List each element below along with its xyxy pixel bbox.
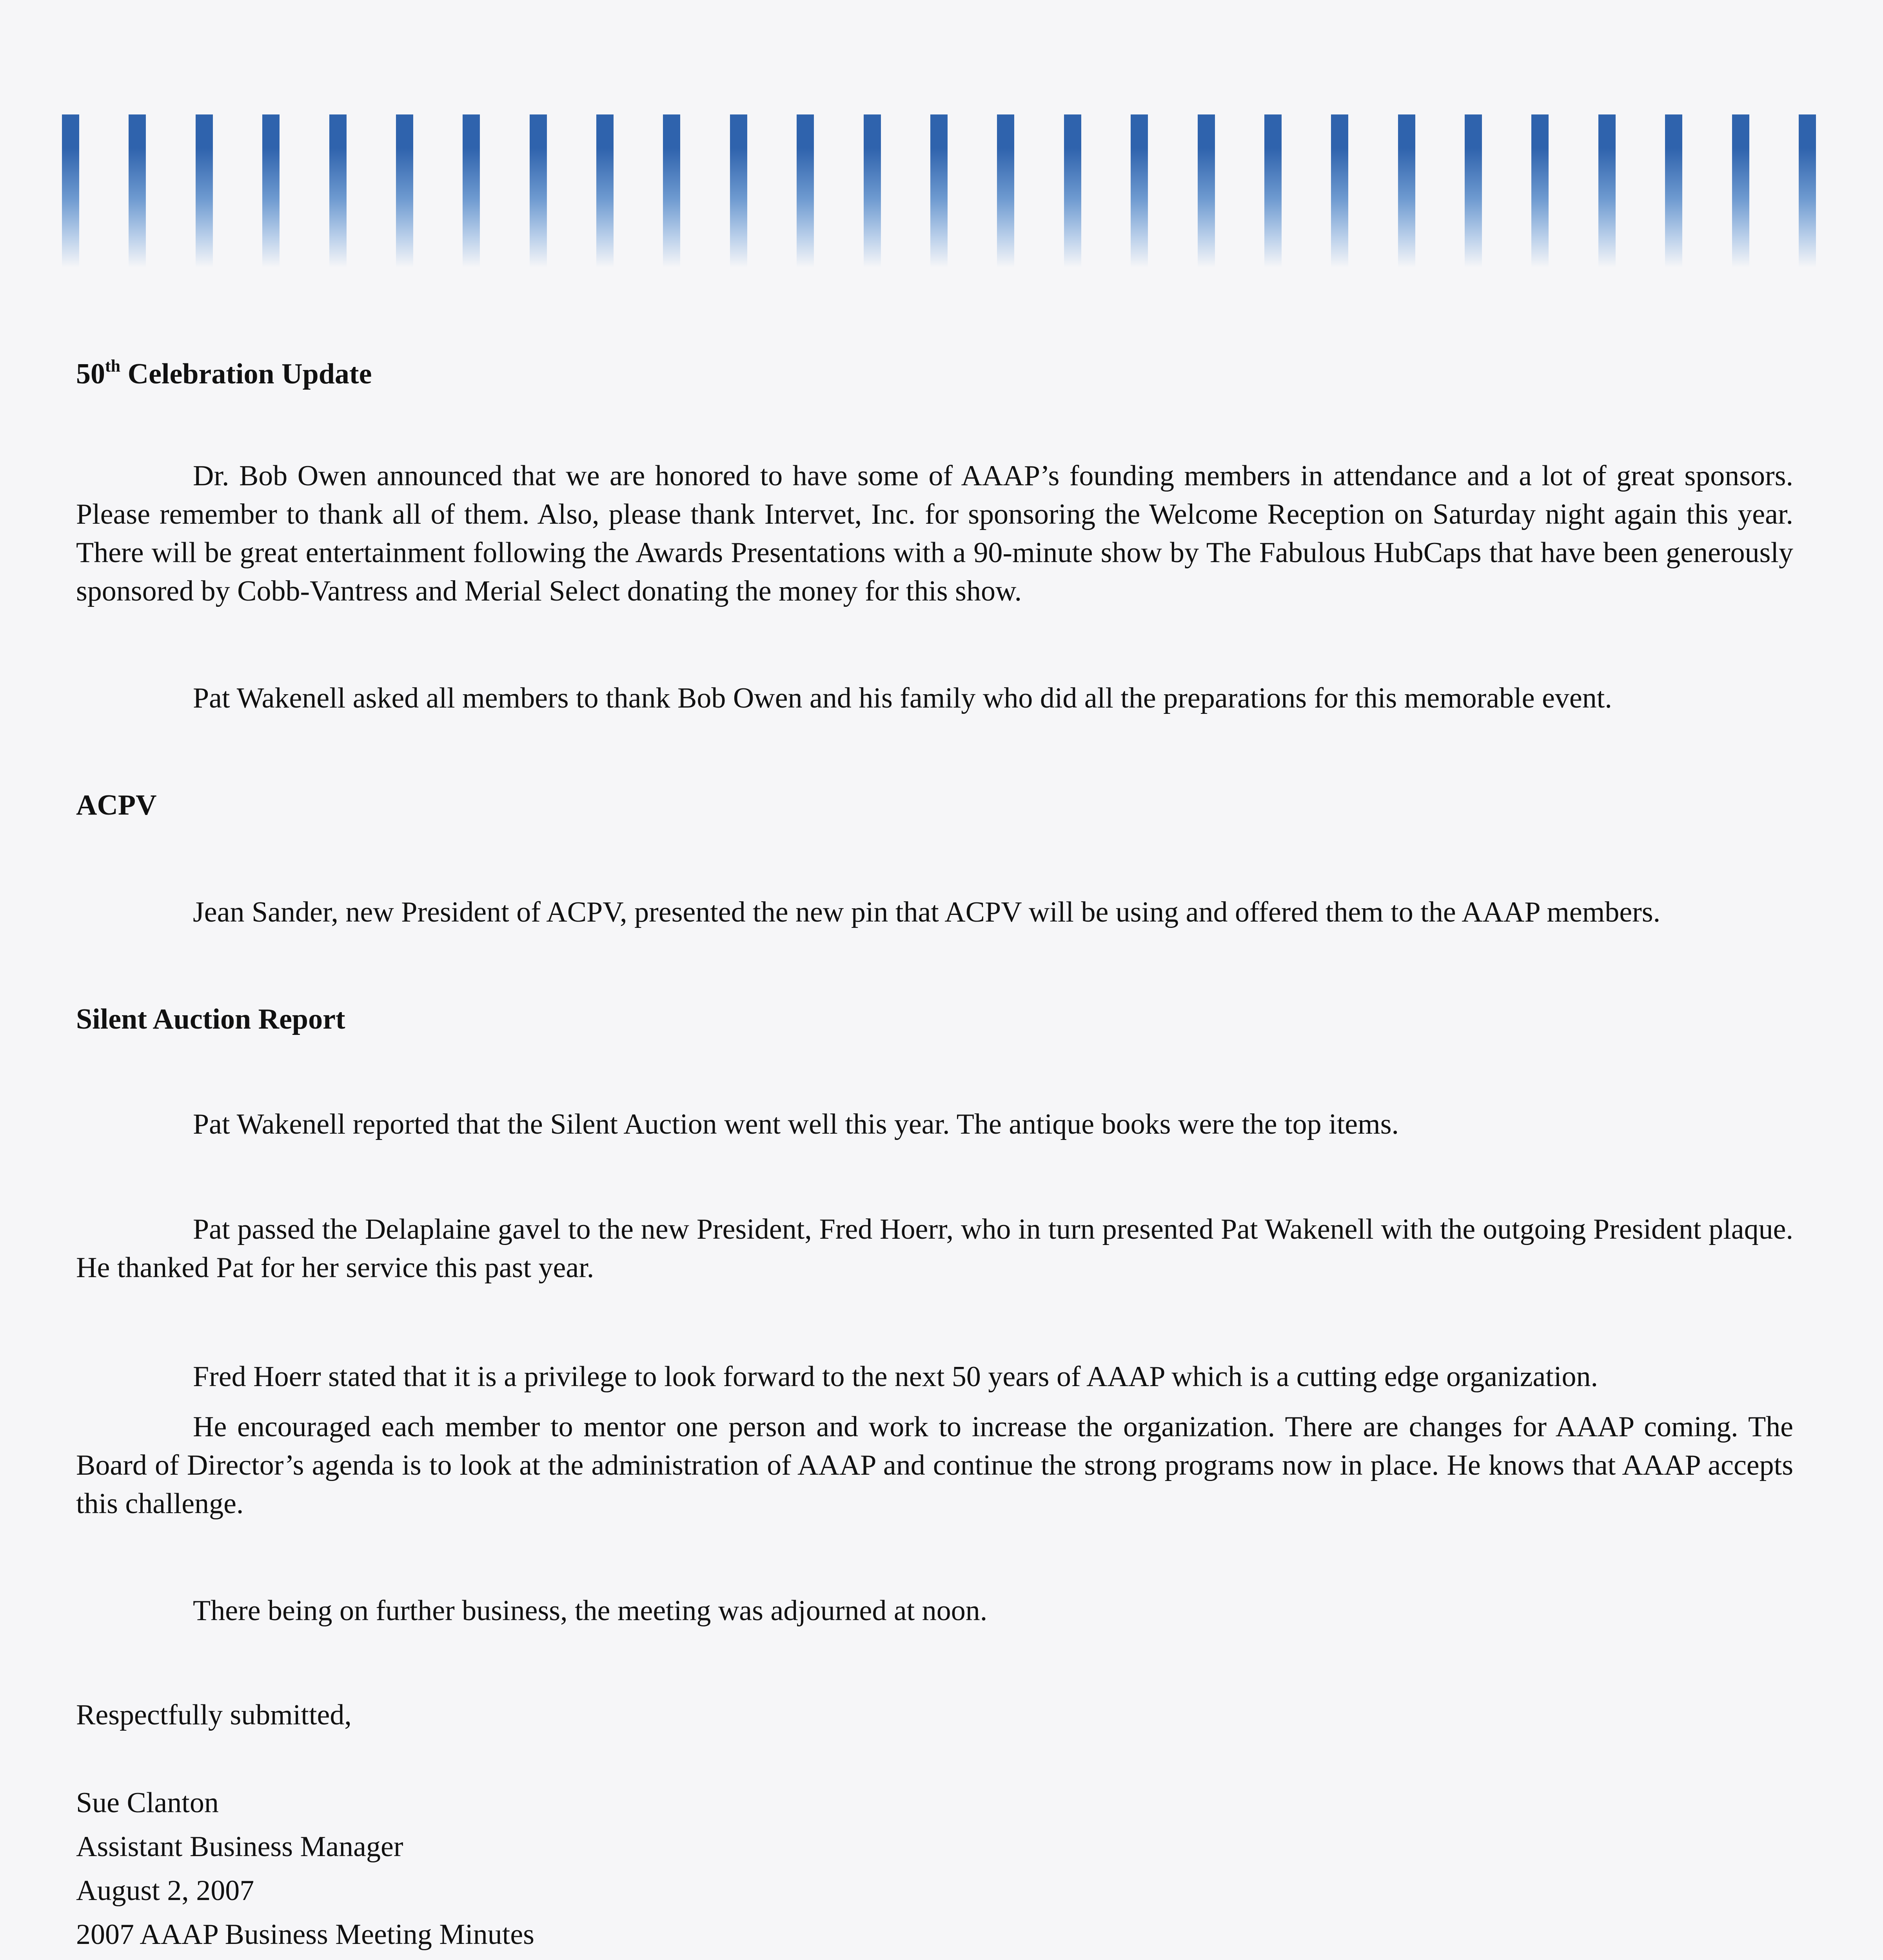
header-stripe (797, 114, 814, 267)
header-stripe (1331, 114, 1348, 267)
adjournment-paragraph: There being on further business, the meeting was adjourned at noon. (193, 1595, 988, 1627)
signature-date: August 2, 2007 (76, 1875, 254, 1907)
header-stripe (1598, 114, 1616, 267)
header-stripe (1732, 114, 1749, 267)
header-stripe (329, 114, 347, 267)
header-stripe (262, 114, 280, 267)
header-stripe (1799, 114, 1816, 267)
auction-heading: Silent Auction Report (76, 1003, 345, 1035)
header-stripe (864, 114, 881, 267)
acpv-paragraph-1: Jean Sander, new President of ACPV, presented the new pin that ACPV will be using and offered them to the AAAP members. (193, 896, 1661, 928)
signature-block (76, 1784, 1793, 1954)
header-stripe (129, 114, 146, 267)
header-stripe (1131, 114, 1148, 267)
celebration-paragraph-2: Pat Wakenell asked all members to thank Bob Owen and his family who did all the preparations for this memorable event. (193, 682, 1612, 714)
header-stripe (1665, 114, 1682, 267)
header-stripe (396, 114, 413, 267)
auction-paragraph-1: Pat Wakenell reported that the Silent Auction went well this year. The antique books were the top items. (193, 1108, 1399, 1140)
header-stripe (997, 114, 1014, 267)
header-stripe (663, 114, 680, 267)
acpv-heading: ACPV (76, 789, 157, 821)
header-stripe (530, 114, 547, 267)
header-stripe (1064, 114, 1081, 267)
header-stripe (730, 114, 747, 267)
header-stripe (1198, 114, 1215, 267)
document-title: 2007 AAAP Business Meeting Minutes (76, 1918, 534, 1951)
closing-salutation: Respectfully submitted, (76, 1699, 352, 1731)
celebration-heading-suffix: th (105, 356, 121, 376)
celebration-heading (76, 355, 1793, 393)
celebration-paragraph-1: Dr. Bob Owen announced that we are honored to have some of AAAP’s founding members in attendance and a lot of great sponsors. Please remember to thank all of them. Also, please thank Intervet, Inc. for sponsoring the Welcome Reception on Saturday night again this year. There will be great entertainment following the Awards Presentations with a 90-minute show by The Fabulous HubCaps that have been generously sponsored by Cobb-Vantress and Merial Select donating the money for this show. (76, 460, 1793, 607)
signer-title: Assistant Business Manager (76, 1831, 403, 1863)
header-stripe (930, 114, 948, 267)
decorative-stripe-header (62, 114, 1816, 267)
header-stripe (463, 114, 480, 267)
header-stripe (62, 114, 79, 267)
header-stripe (1398, 114, 1415, 267)
signer-name: Sue Clanton (76, 1787, 219, 1819)
header-stripe (1465, 114, 1482, 267)
header-stripe (1264, 114, 1282, 267)
celebration-heading-number: 50 (76, 358, 105, 390)
auction-paragraph-2: Pat passed the Delaplaine gavel to the new President, Fred Hoerr, who in turn presented Pat Wakenell with the outgoing President plaque. He thanked Pat for her service this past year. (76, 1213, 1793, 1284)
auction-paragraph-4: He encouraged each member to mentor one person and work to increase the organization. There are changes for AAAP coming. The Board of Director’s agenda is to look at the administration of AAAP and continue the strong programs now in place. He knows that AAAP accepts this challenge. (76, 1411, 1793, 1520)
minutes-body (76, 355, 1793, 1954)
header-stripe (1531, 114, 1549, 267)
header-stripe (196, 114, 213, 267)
header-stripe (596, 114, 614, 267)
celebration-heading-text: Celebration Update (120, 358, 372, 390)
auction-paragraph-3: Fred Hoerr stated that it is a privilege to look forward to the next 50 years of AAAP which is a cutting edge organization. (193, 1361, 1598, 1393)
